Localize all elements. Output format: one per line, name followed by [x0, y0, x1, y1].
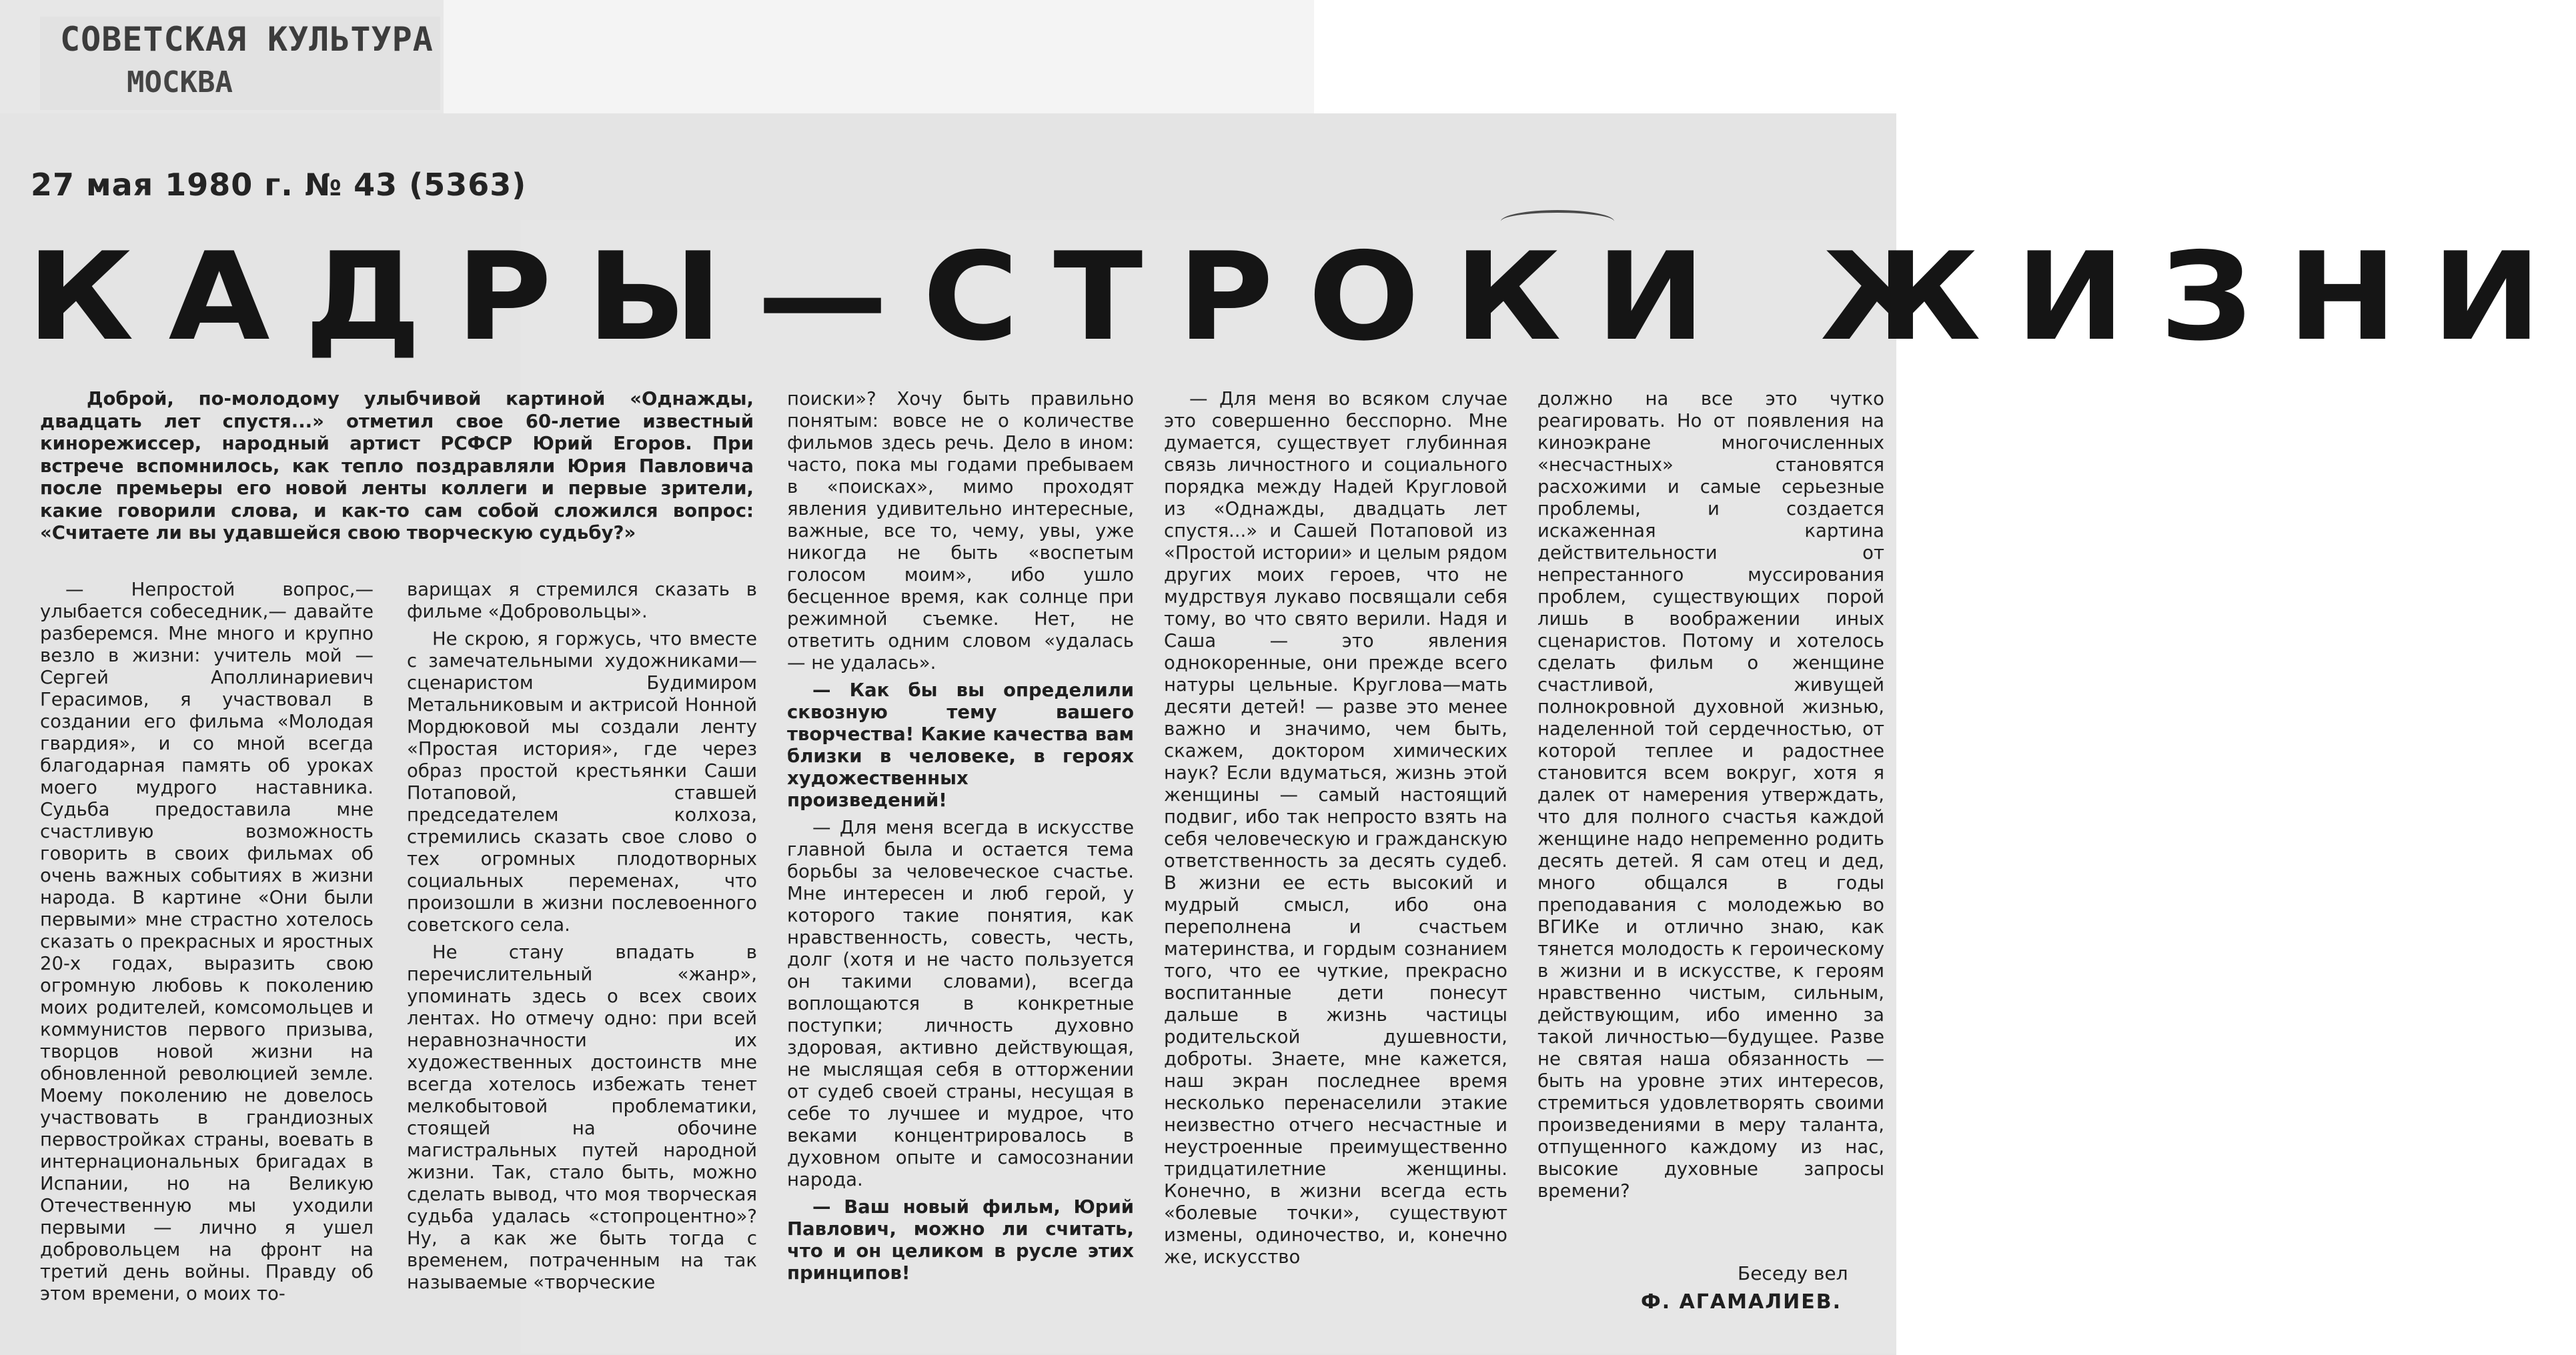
question-1: — Как бы вы определили сквозную тему вашего творчества! Какие качества вам близки в человеке, в героях художественных произведений! [787, 680, 1134, 811]
stamp-paper-name: СОВЕТСКАЯ КУЛЬТУРА [60, 20, 434, 59]
column-2 [407, 579, 757, 1299]
column-4 [1164, 388, 1507, 1274]
question-2: — Ваш новый фильм, Юрий Павлович, можно ли считать, что и он целиком в русле этих принципов! [787, 1196, 1134, 1284]
paragraph: Не стану впадать в перечислительный «жанр», упоминать здесь о всех своих лентах. Но отмечу одно: при всей неравнозначности их художественных достоинств мне всегда хотелось избежать тенет мелкобытовой проблематики, стоящей на обочине магистральных путей народной жизни. Так, стало быть, можно сделать вывод, что моя творческая судьба удалась «стопроцентно»? Ну, а как же быть тогда с временем, потраченным на так называемые «творческие [407, 942, 757, 1293]
issue-dateline: 27 мая 1980 г. № 43 (5363) [31, 167, 527, 203]
paragraph: Не скрою, я горжусь, что вместе с замечательными художниками—сценаристом Будимиром Метальниковым и актрисой Нонной Мордюковой мы создали ленту «Простая история», где через образ простой крестьянки Саши Потаповой, ставшей председателем колхоза, стремились сказать свое слово о тех огромных плодотворных социальных переменах, что произошли в жизни послевоенного советского села. [407, 628, 757, 936]
column-3 [787, 388, 1134, 1290]
paragraph: — Непростой вопрос,— улыбается собеседник,— давайте разберемся. Мне много и крупно везло в жизни: учитель мой — Сергей Аполлинариевич Герасимов, я участвовал в создании его фильма «Молодая гвардия», и со мной всегда благодарная память об уроках моего мудрого наставника. Судьба предоставила мне счастливую возможность говорить в своих фильмах об очень важных событиях в жизни народа. В картине «Они были первыми» мне страстно хотелось сказать о прекрасных и яростных 20-х годах, выразить свою огромную любовь к поколению моих родителей, комсомольцев и коммунистов первого призыва, творцов новой жизни на обновленной революцией земле. Моему поколению не довелось участвовать в грандиозных первостройках страны, воевать в интернациональных бригадах в Испании, но на Великую Отечественную мы уходили первыми — лично я ушел добровольцем на фронт на третий день войны. Правду об этом времени, о моих то- [40, 579, 374, 1304]
paragraph: варищах я стремился сказать в фильме «Добровольцы». [407, 579, 757, 622]
article-headline: КАДРЫ—СТРОКИ ЖИЗНИ [27, 226, 2576, 367]
byline-name: Ф. АГАМАЛИЕВ. [1641, 1290, 1842, 1314]
byline-label: Беседу вел [1738, 1262, 1848, 1284]
paragraph: должно на все это чутко реагировать. Но от появления на киноэкране многочисленных «несчастных» становятся расхожими и самые серьезные проблемы, и создается искаженная картина действительности от непрестанного муссирования проблем, существующих порой лишь в воображении иных сценаристов. Потому и хотелось сделать фильм о женщине счастливой, живущей полнокровной духовной жизнью, наделенной той сердечностью, от которой теплее и радостнее становится всем вокруг, хотя я далек от намерения утверждать, что для полного счастья каждой женщине надо непременно родить десять детей. Я сам отец и дед, много общался в годы преподавания с молодежью во ВГИКе и отлично знаю, как тянется молодость к героическому в жизни и в искусстве, к героям нравственно чистым, сильным, действующим, ибо именно за такой личностью—будущее. Разве не святая наша обязанность — быть на уровне этих интересов, стремиться удовлетворять своими произведениями в меру таланта, отпущенного каждому из нас, высокие духовные запросы времени? [1537, 388, 1884, 1202]
paragraph: — Для меня во всяком случае это совершенно бесспорно. Мне думается, существует глубинная связь личностного и социального порядка между Надей Кругловой из «Однажды, двадцать лет спустя...» и Сашей Потаповой из «Простой истории» и целым рядом других моих героев, что не мудрствуя лукаво посвящали себя тому, во что свято верили. Надя и Саша — это явления однокоренные, они прежде всего натуры цельные. Круглова—мать десяти детей! — разве это менее важно и значимо, чем быть, скажем, доктором химических наук? Если вдуматься, жизнь этой женщины — самый настоящий подвиг, ибо так непросто взять на себя человеческую и гражданскую ответственность за десять судеб. В жизни ее есть высокий и мудрый смысл, ибо она переполнена и счастьем материнства, и гордым сознанием того, что ее чуткие, прекрасно воспитанные дети понесут дальше в жизнь частицы родительской душевности, доброты. Знаете, мне кажется, наш экран последнее время несколько перенаселили этакие неизвестно отчего несчастные и неустроенные преимущественно тридцатилетние женщины. Конечно, в жизни всегда есть «болевые точки», существуют измены, одиночество, и, конечно же, искусство [1164, 388, 1507, 1268]
article-lead: Доброй, по-молодому улыбчивой картиной «Однажды, двадцать лет спустя...» отметил свое 60-летие известный кинорежиссер, народный артист РСФСР Юрий Егоров. При встрече вспомнилось, как тепло поздравляли Юрия Павловича после премьеры его новой ленты коллеги и первые зрители, какие говорили слова, и как-то сам собой сложился вопрос: «Считаете ли вы удавшейся свою творческую судьбу?» [40, 388, 754, 543]
stamp-city: МОСКВА [127, 65, 233, 99]
paragraph: — Для меня всегда в искусстве главной была и остается тема борьбы за человеческое счастье. Мне интересен и люб герой, у которого такие понятия, как нравственность, совесть, честь, долг (хотя и не часто пользуется он такими словами), всегда воплощаются в конкретные поступки; личность духовно здоровая, активно действующая, не мыслящая себя в отторжении от судеб своей страны, несущая в себе то лучшее и мудрое, что веками концентрировалось в духовном опыте и самосознании народа. [787, 817, 1134, 1190]
column-1 [40, 579, 374, 1310]
column-5 [1537, 388, 1884, 1208]
paragraph: поиски»? Хочу быть правильно понятым: вовсе не о количестве фильмов здесь речь. Дело в ином: часто, пока мы годами пребываем в «поисках», мимо проходят явления удивительно интересные, важные, все то, чему, увы, уже никогда не быть «воспетым голосом моим», ибо ушло бесценное время, как солнце при режимной съемке. Нет, не ответить одним словом «удалась — не удалась». [787, 388, 1134, 673]
